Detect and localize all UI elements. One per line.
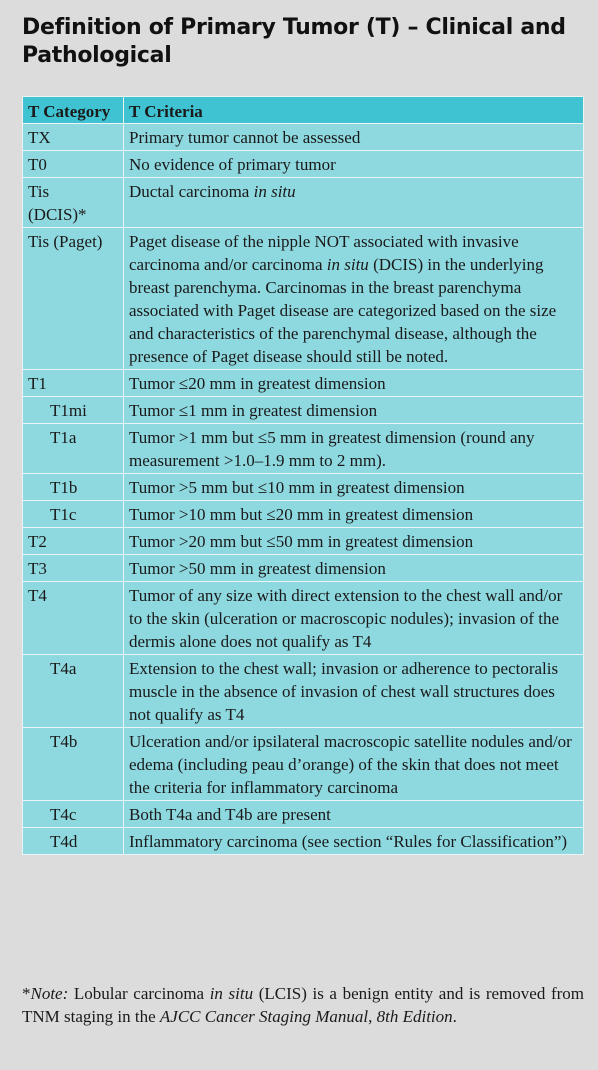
criteria-text: Inflammatory carcinoma (see section “Rules for Classification”) — [129, 832, 568, 851]
table-row — [23, 474, 584, 501]
t-criteria-cell — [124, 555, 584, 582]
t-criteria-cell — [124, 151, 584, 178]
t-criteria-cell — [124, 424, 584, 474]
criteria-italic-text: in situ — [253, 182, 296, 201]
table-row — [23, 424, 584, 474]
table-row — [23, 501, 584, 528]
table-row — [23, 151, 584, 178]
table-row — [23, 228, 584, 370]
t-category-cell: T1b — [23, 474, 124, 501]
t-category-cell: T1c — [23, 501, 124, 528]
t-category-cell: T4a — [23, 655, 124, 728]
header-t-criteria: T Criteria — [124, 97, 584, 124]
criteria-text: Tumor >5 mm but ≤10 mm in greatest dimension — [129, 478, 465, 497]
table-row — [23, 801, 584, 828]
t-criteria-cell — [124, 528, 584, 555]
criteria-text: Tumor ≤20 mm in greatest dimension — [129, 374, 386, 393]
table-row — [23, 728, 584, 801]
t-category-cell: T0 — [23, 151, 124, 178]
footnote-text: Lobular carcinoma — [68, 984, 210, 1003]
table-row — [23, 528, 584, 555]
criteria-text: Extension to the chest wall; invasion or adherence to pectoralis muscle in the absence of invasion of chest wall structures does not qualify as T4 — [129, 659, 559, 724]
table-header-row — [23, 97, 584, 124]
t-category-cell: T4c — [23, 801, 124, 828]
criteria-text: (DCIS) in the underlying breast parenchyma. Carcinomas in the breast parenchyma associated with Paget disease are categorized based on the size and characteristics of the parenchymal disease, although the presence of Paget disease should still be noted. — [129, 255, 557, 366]
criteria-text: Ulceration and/or ipsilateral macroscopic satellite nodules and/or edema (including peau d’orange) of the skin that does not meet the criteria for inflammatory carcinoma — [129, 732, 572, 797]
footnote-manual-title: AJCC Cancer Staging Manual, 8th Edition — [159, 1007, 453, 1026]
t-criteria-cell — [124, 728, 584, 801]
table-row — [23, 582, 584, 655]
t-category-cell: T4d — [23, 828, 124, 855]
t-category-cell: T4b — [23, 728, 124, 801]
t-category-cell: T1a — [23, 424, 124, 474]
table-row — [23, 555, 584, 582]
criteria-text: Tumor >20 mm but ≤50 mm in greatest dimension — [129, 532, 474, 551]
t-category-table — [22, 96, 584, 855]
t-category-cell: TX — [23, 124, 124, 151]
table-row — [23, 124, 584, 151]
page-title: Definition of Primary Tumor (T) – Clinical and Pathological — [22, 15, 566, 68]
t-criteria-cell — [124, 582, 584, 655]
criteria-italic-text: in situ — [326, 255, 369, 274]
criteria-text: Tumor >50 mm in greatest dimension — [129, 559, 386, 578]
t-criteria-cell — [124, 501, 584, 528]
t-criteria-cell — [124, 178, 584, 228]
t-criteria-cell — [124, 801, 584, 828]
table-row — [23, 397, 584, 424]
criteria-text: Paget disease of the nipple NOT associated with invasive carcinoma and/or carcinoma — [129, 232, 519, 274]
footnote-note-label: Note: — [30, 984, 69, 1003]
criteria-text: Tumor of any size with direct extension to the chest wall and/or to the skin (ulceration or macroscopic nodules); invasion of the dermis alone does not qualify as T4 — [129, 586, 563, 651]
criteria-text: Primary tumor cannot be assessed — [129, 128, 361, 147]
t-criteria-cell — [124, 655, 584, 728]
t-criteria-cell — [124, 370, 584, 397]
table-row — [23, 178, 584, 228]
footnote-italic-text: in situ — [209, 984, 254, 1003]
t-category-cell: T1 — [23, 370, 124, 397]
criteria-text: No evidence of primary tumor — [129, 155, 336, 174]
t-category-cell: Tis (Paget) — [23, 228, 124, 370]
criteria-text: Tumor ≤1 mm in greatest dimension — [129, 401, 378, 420]
t-criteria-cell — [124, 397, 584, 424]
criteria-text: Ductal carcinoma — [129, 182, 254, 201]
t-category-cell: T2 — [23, 528, 124, 555]
table-row — [23, 828, 584, 855]
t-criteria-cell — [124, 228, 584, 370]
t-criteria-cell — [124, 828, 584, 855]
footnote — [22, 982, 584, 1028]
t-criteria-cell — [124, 124, 584, 151]
header-t-category: T Category — [23, 97, 124, 124]
table-row — [23, 655, 584, 728]
footnote-period: . — [452, 1007, 457, 1026]
criteria-text: Tumor >1 mm but ≤5 mm in greatest dimension (round any measurement >1.0–1.9 mm to 2 mm). — [129, 428, 535, 470]
footnote-asterisk: * — [22, 984, 31, 1003]
t-category-cell: T1mi — [23, 397, 124, 424]
t-category-cell: T4 — [23, 582, 124, 655]
criteria-text: Both T4a and T4b are present — [129, 805, 331, 824]
criteria-text: Tumor >10 mm but ≤20 mm in greatest dimension — [129, 505, 474, 524]
footnote-text: (LCIS) is a benign entity and is removed from TNM staging in the — [22, 984, 584, 1026]
table-row — [23, 370, 584, 397]
t-category-cell: T3 — [23, 555, 124, 582]
t-criteria-cell — [124, 474, 584, 501]
t-category-cell: Tis (DCIS)* — [23, 178, 124, 228]
